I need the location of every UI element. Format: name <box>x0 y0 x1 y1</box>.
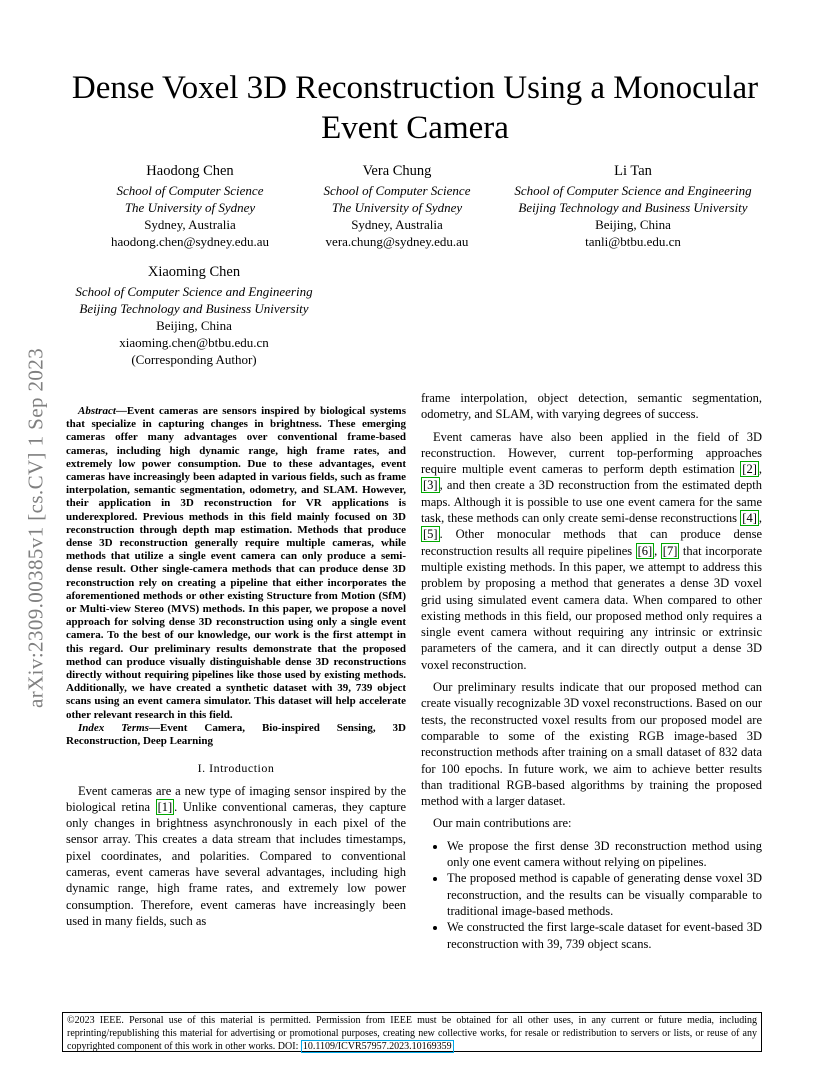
author-name: Haodong Chen <box>146 163 234 179</box>
citation-link[interactable]: [3] <box>423 478 438 493</box>
author-org: Beijing Technology and Business University <box>79 301 309 316</box>
contributions-intro: Our main contributions are: <box>433 816 572 831</box>
author-dept: School of Computer Science <box>116 183 264 198</box>
author-org: The University of Sydney <box>124 200 256 215</box>
author-name: Xiaoming Chen <box>147 264 241 280</box>
section-heading-introduction: I. Introduction <box>197 761 275 776</box>
author-block-3 <box>494 163 772 250</box>
abstract <box>66 405 406 722</box>
text-run: , <box>654 543 661 558</box>
author-note: (Corresponding Author) <box>131 352 257 367</box>
author-dept: School of Computer Science and Engineering <box>75 284 313 299</box>
author-name: Li Tan <box>614 163 652 179</box>
author-email: haodong.chen@sydney.edu.au <box>110 234 270 249</box>
citation-link[interactable]: [4] <box>742 511 757 526</box>
author-dept: School of Computer Science <box>323 183 471 198</box>
abstract-text: —Event cameras are sensors inspired by biological systems that specialize in capturing changes in brightness. These emerging cameras offer many advantages over conventional frame-based cameras, including high dynamic range, high frame rates, and extremely low power consumption. Due to these advantages, event cameras have increasingly been adapted in various fields, such as frame interpolation, semantic segmentation, odometry, and SLAM. However, their application in 3D reconstruction for VR applications is underexplored. Previous methods in this field mainly focused on 3D reconstruction through depth map estimation. Methods that produce dense 3D reconstruction generally require multiple cameras, while methods that utilize a single event camera can only produce a semi-dense result. Other single-camera methods that can produce dense 3D reconstruction rely on creating a pipeline that either incorporates the aforementioned methods or other existing Structure from Motion (SfM) or Multi-view Stereo (MVS) methods. In this paper, we propose a novel approach for solving dense 3D reconstruction using only a single event camera. To the best of our knowledge, our work is the first attempt in this regard. Our preliminary results demonstrate that the proposed method can produce visually distinguishable dense 3D reconstructions directly without requiring pipelines like those used by existing methods. Additionally, we have created a synthetic dataset with 39, 739 object scans using an event camera simulator. This dataset will help accelerate other relevant research in this field. <box>66 405 406 721</box>
author-location: Sydney, Australia <box>351 217 443 232</box>
copyright-text: ©2023 IEEE. Personal use of this material is permitted. Permission from IEEE must be obtained for all other uses, in any current or future media, including reprinting/republishing this material for advertising or promotional purposes, creating new collective works, for resale or redistribution to servers or lists, or reuse of any copyrighted component of this work in other works. DOI: <box>67 1015 757 1052</box>
author-email: tanli@btbu.edu.cn <box>585 234 681 249</box>
doi-link[interactable]: 10.1109/ICVR57957.2023.10169359 <box>302 1040 452 1052</box>
citation-link[interactable]: [1] <box>157 799 173 814</box>
citation-link[interactable]: [6] <box>637 543 653 558</box>
index-terms-lead: Index Terms <box>78 721 149 734</box>
arxiv-watermark: arXiv:2309.00385v1 [cs.CV] 1 Sep 2023 <box>23 347 48 709</box>
citation-link[interactable]: [2] <box>742 462 757 477</box>
author-block-2 <box>290 163 504 250</box>
left-column <box>66 405 406 929</box>
intro-paragraph-1 <box>66 783 406 930</box>
author-org: The University of Sydney <box>331 200 463 215</box>
contributions-list <box>421 838 762 952</box>
text-run: that incorporate multiple existing methods. In this paper, we attempt to address this problem by proposing a method that generates a dense 3D voxel grid using simulated event camera data. When compared to other existing methods in this field, our proposed method only requires a single event camera without requiring any intrinsic or extrinsic parameters of the camera, and it can directly output a dense 3D voxel reconstruction. <box>421 543 763 672</box>
text-run: , and then create a 3D reconstruction from the estimated depth maps. Although it is possible to use one event camera for the same task, these methods can only create semi-dense reconstructions <box>421 478 762 526</box>
intro-paragraph-2 <box>421 429 762 673</box>
author-location: Beijing, China <box>595 217 671 232</box>
author-dept: School of Computer Science and Engineering <box>514 183 752 198</box>
text-run: , <box>758 511 762 526</box>
text-run: . Other monocular methods that can produce dense reconstruction results all require pipelines <box>421 527 762 558</box>
author-org: Beijing Technology and Business University <box>518 200 748 215</box>
copyright-notice <box>62 1012 762 1052</box>
text-run: Event cameras have also been applied in the field of 3D reconstruction. However, current top-performing approaches require multiple event cameras to perform depth estimation <box>421 429 762 477</box>
author-email: xiaoming.chen@btbu.edu.cn <box>119 335 269 350</box>
author-block-1 <box>80 163 300 250</box>
text-run: Event cameras are a new type of imaging sensor inspired by the biological retina <box>66 783 406 814</box>
continued-paragraph: frame interpolation, object detection, semantic segmentation, odometry, and SLAM, with varying degrees of success. <box>421 391 762 422</box>
citation-link[interactable]: [5] <box>423 527 438 542</box>
paper-title: Dense Voxel 3D Reconstruction Using a Monocular Event Camera <box>71 70 759 146</box>
index-terms <box>66 722 406 748</box>
citation-link[interactable]: [7] <box>662 543 678 558</box>
author-email: vera.chung@sydney.edu.au <box>325 234 469 249</box>
index-terms-text: —Event Camera, Bio-inspired Sensing, 3D Reconstruction, Deep Learning <box>66 721 406 748</box>
abstract-lead: Abstract <box>78 405 116 417</box>
text-run: , <box>758 462 762 477</box>
author-location: Sydney, Australia <box>144 217 236 232</box>
intro-paragraph-3: Our preliminary results indicate that our proposed method can create visually recognizable 3D voxel reconstructions. Based on our tests, the reconstructed voxel results from our proposed model are comparable to some of the existing RGB image-based 3D reconstruction methods after training on a small dataset of 832 data for 100 epochs. In future work, we aim to achieve better results than traditional RGB-based algorithms by training the proposed method with a larger dataset. <box>421 680 762 809</box>
list-item: • We propose the first dense 3D reconstruction method using only one event camera without relying on pipelines. <box>447 838 762 871</box>
author-block-4 <box>56 264 332 368</box>
list-item: • We constructed the first large-scale dataset for event-based 3D reconstruction with 39, 739 object scans. <box>447 919 762 952</box>
author-location: Beijing, China <box>156 318 232 333</box>
right-column <box>421 390 762 952</box>
list-item: • The proposed method is capable of generating dense voxel 3D reconstruction, and the results can be visually comparable to traditional image-based methods. <box>447 870 762 919</box>
author-name: Vera Chung <box>362 163 432 179</box>
text-run: . Unlike conventional cameras, they capture only changes in brightness asynchronously in each pixel of the sensor array. This creates a data stream that includes timestamps, pixel coordinates, and polarities. Compared to conventional cameras, event cameras have several advantages, including high dynamic range, high frame rates, and extremely low power consumption. Therefore, event cameras have increasingly been used in many fields, such as <box>66 799 406 928</box>
